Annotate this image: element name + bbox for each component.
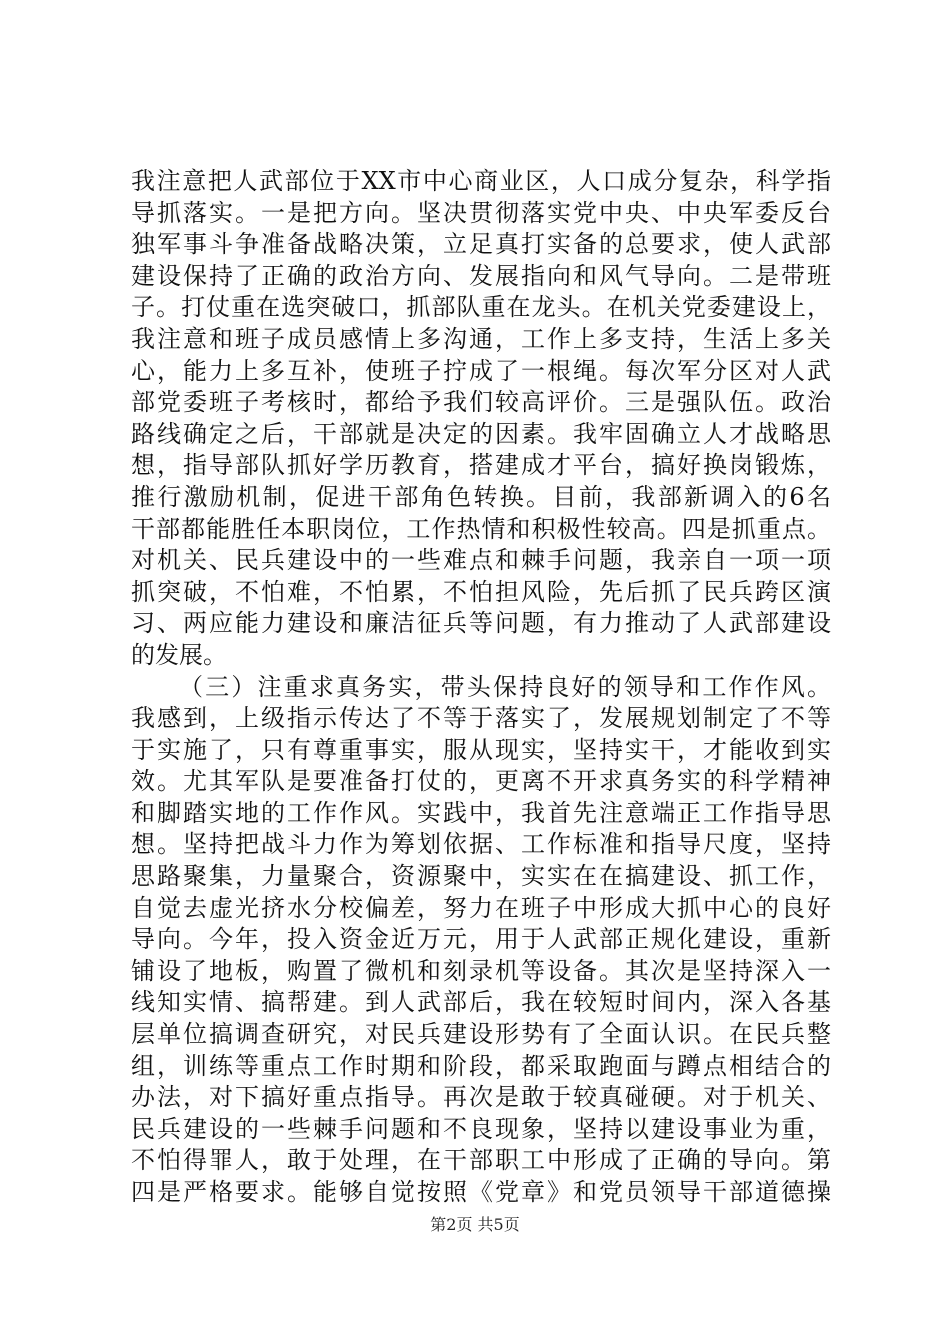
text-line: 我感到，上级指示传达了不等于落实了，发展规划制定了不等 — [131, 704, 831, 733]
text-line: 的发展。 — [131, 640, 227, 669]
text-line: 想。坚持把战斗力作为筹划依据、工作标准和指导尺度，坚持 — [131, 830, 831, 859]
text-line: 民兵建设的一些棘手问题和不良现象，坚持以建设事业为重， — [131, 1114, 831, 1143]
text-line: 导抓落实。一是把方向。坚决贯彻落实党中央、中央军委反台 — [131, 198, 831, 227]
text-line: 我注意把人武部位于XX市中心商业区，人口成分复杂，科学指 — [131, 167, 831, 195]
text-line: 干部都能胜任本职岗位，工作热情和积极性较高。四是抓重点。 — [131, 514, 831, 543]
text-line: 铺设了地板，购置了微机和刻录机等设备。其次是坚持深入一 — [131, 956, 831, 985]
text-line: 效。尤其军队是要准备打仗的，更离不开求真务实的科学精神 — [131, 767, 831, 796]
text-line: 于实施了，只有尊重事实，服从现实，坚持实干，才能收到实 — [131, 735, 831, 764]
text-line: 我注意和班子成员感情上多沟通，工作上多支持，生活上多关 — [131, 324, 831, 353]
text-line: 和脚踏实地的工作作风。实践中，我首先注意端正工作指导思 — [131, 798, 831, 827]
text-line: 推行激励机制，促进干部角色转换。目前，我部新调入的6名 — [131, 482, 831, 511]
text-line: 线知实情、搞帮建。到人武部后，我在较短时间内，深入各基 — [131, 988, 831, 1017]
text-line: 想，指导部队抓好学历教育，搭建成才平台，搞好换岗锻炼， — [131, 451, 831, 480]
text-line: 独军事斗争准备战略决策，立足真打实备的总要求，使人武部 — [131, 230, 831, 259]
text-line: 建设保持了正确的政治方向、发展指向和风气导向。二是带班 — [131, 261, 831, 290]
text-line: 对机关、民兵建设中的一些难点和棘手问题，我亲自一项一项 — [131, 546, 831, 575]
text-line: 自觉去虚光挤水分校偏差，努力在班子中形成大抓中心的良好 — [131, 893, 831, 922]
text-line: 思路聚集，力量聚合，资源聚中，实实在在搞建设、抓工作， — [131, 862, 831, 891]
text-line: 办法，对下搞好重点指导。再次是敢于较真碰硬。对于机关、 — [131, 1083, 831, 1112]
text-line: 四是严格要求。能够自觉按照《党章》和党员领导干部道德操 — [131, 1178, 831, 1206]
text-line: 子。打仗重在选突破口，抓部队重在龙头。在机关党委建设上， — [131, 293, 831, 322]
body-text — [131, 166, 831, 1209]
text-line: 不怕得罪人，敢于处理，在干部职工中形成了正确的导向。第 — [131, 1146, 831, 1175]
text-line: 层单位搞调查研究，对民兵建设形势有了全面认识。在民兵整 — [131, 1020, 831, 1049]
text-line: 组，训练等重点工作时期和阶段，都采取跑面与蹲点相结合的 — [131, 1051, 831, 1080]
page-number-footer: 第2页 共5页 — [430, 1215, 520, 1234]
section-heading: （三）注重求真务实，带头保持良好的领导和工作作风。 — [179, 672, 831, 701]
text-line: 路线确定之后，干部就是决定的因素。我牢固确立人才战略思 — [131, 419, 831, 448]
text-line: 心，能力上多互补，使班子拧成了一根绳。每次军分区对人武 — [131, 356, 831, 385]
text-line: 抓突破，不怕难，不怕累，不怕担风险，先后抓了民兵跨区演 — [131, 577, 831, 606]
text-line: 部党委班子考核时，都给予我们较高评价。三是强队伍。政治 — [131, 388, 831, 417]
text-line: 习、两应能力建设和廉洁征兵等问题，有力推动了人武部建设 — [131, 609, 831, 638]
text-line: 导向。今年，投入资金近万元，用于人武部正规化建设，重新 — [131, 925, 831, 954]
